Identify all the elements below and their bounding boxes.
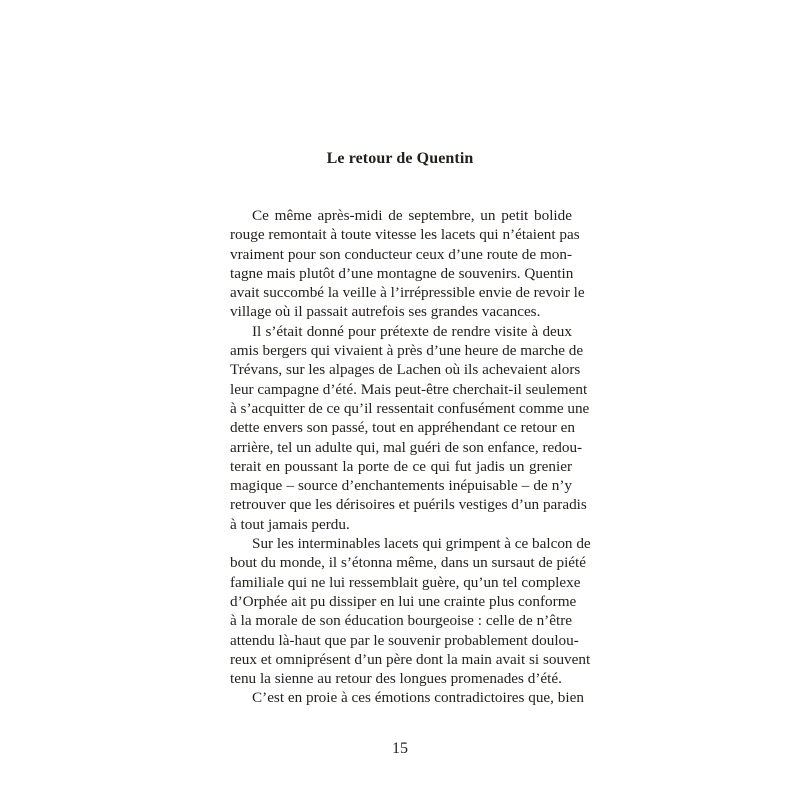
text-line: Trévans, sur les alpages de Lachen où ils achevaient alors [230, 361, 581, 379]
text-line: Sur les interminables lacets qui grimpent à ce balcon de [252, 535, 591, 553]
text-line: rouge remontait à toute vitesse les lacets qui n’étaient pas [230, 226, 580, 244]
text-line: dette envers son passé, tout en appréhendant ce retour en [230, 419, 575, 437]
text-line: reux et omniprésent d’un père dont la main avait si souvent [230, 650, 591, 668]
text-line: à s’acquitter de ce qu’il ressentait confusément comme une [230, 399, 590, 417]
text-line: tenu la sienne au retour des longues promenades d’été. [230, 670, 562, 688]
text-line: amis bergers qui vivaient à près d’une heure de marche de [230, 342, 584, 360]
text-line: bout du monde, il s’étonna même, dans un sursaut de piété [230, 554, 586, 572]
page-number: 15 [392, 740, 408, 757]
text-line: village où il passait autrefois ses grandes vacances. [230, 303, 541, 321]
text-line: à tout jamais perdu. [230, 515, 350, 533]
text-line: C’est en proie à ces émotions contradictoires que, bien [252, 689, 584, 707]
paragraph [230, 688, 584, 707]
text-line: arrière, tel un adulte qui, mal guéri de son enfance, redou- [230, 438, 583, 456]
text-line: avait succombé la veille à l’irrépressible envie de revoir le [230, 284, 585, 302]
text-line: vraiment pour son conducteur ceux d’une route de mon- [230, 245, 572, 263]
text-line: à la morale de son éducation bourgeoise : celle de n’être [230, 612, 572, 630]
text-line: magique – source d’enchantements inépuisable – de n’y [230, 477, 572, 495]
text-line: Ce même après-midi de septembre, un petit bolide [252, 207, 572, 224]
text-line: familiale qui ne lui ressemblait guère, qu’un tel complexe [230, 573, 581, 591]
text-line: d’Orphée ait pu dissiper en lui une crainte plus conforme [230, 592, 577, 610]
text-line: terait en poussant la porte de ce qui fut jadis un grenier [230, 457, 572, 475]
text-line: leur campagne d’été. Mais peut-être cherchait-il seulement [230, 380, 588, 398]
text-line: attendu là-haut que par le souvenir probablement doulou- [230, 631, 579, 649]
body-text [230, 206, 591, 708]
text-line: retrouver que les dérisoires et puérils vestiges d’un paradis [230, 496, 587, 514]
text-line: Il s’était donné pour prétexte de rendre visite à deux [252, 322, 572, 340]
paragraph [230, 322, 590, 534]
paragraph [230, 534, 591, 688]
paragraph [230, 206, 585, 322]
text-line: tagne mais plutôt d’une montagne de souvenirs. Quentin [230, 264, 574, 282]
chapter-title: Le retour de Quentin [326, 150, 474, 167]
